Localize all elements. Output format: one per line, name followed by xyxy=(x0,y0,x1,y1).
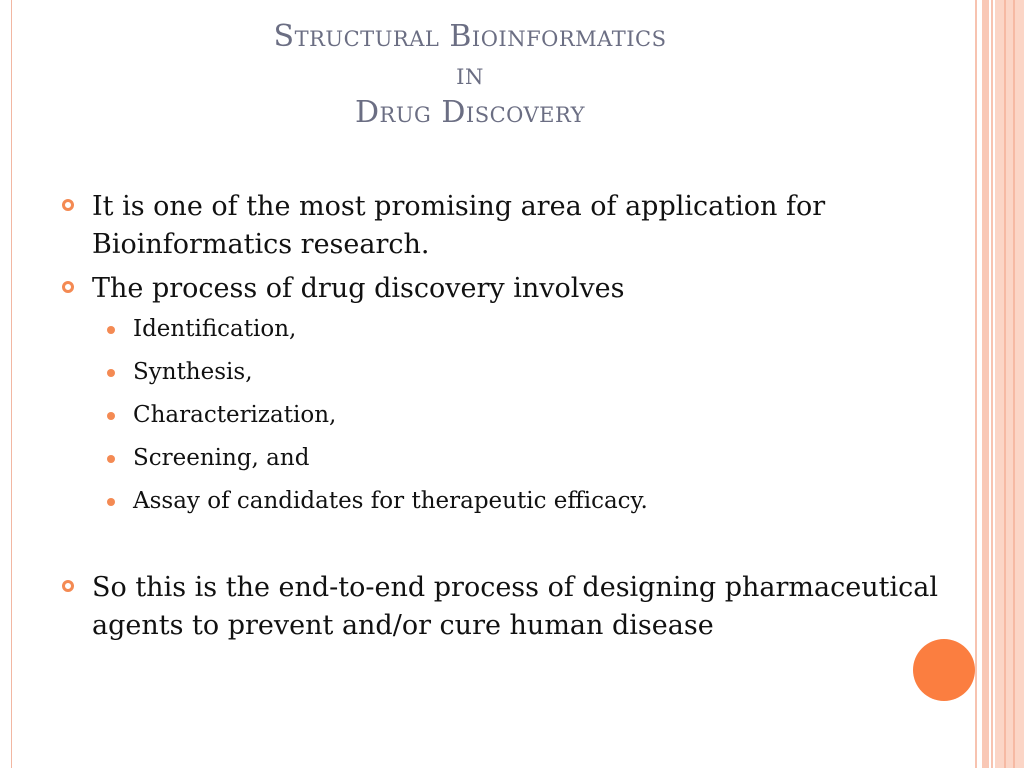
spacer xyxy=(62,529,942,569)
sub-bullet-text: Synthesis, xyxy=(133,359,253,385)
decor-stripe xyxy=(995,0,1024,768)
bullet-text: It is one of the most promising area of application for Bioinformatics research. xyxy=(92,191,826,260)
slide-title xyxy=(40,18,900,132)
left-border xyxy=(0,0,12,768)
ring-bullet-icon xyxy=(62,580,74,592)
bullet-text: The process of drug discovery involves xyxy=(92,273,625,304)
decor-circle xyxy=(913,639,975,701)
sub-bullet-text: Screening, and xyxy=(133,445,310,471)
sub-bullet-text: Assay of candidates for therapeutic efficacy. xyxy=(133,488,648,514)
sub-bullet-item xyxy=(62,443,942,473)
dot-bullet-icon xyxy=(107,412,115,420)
ring-bullet-icon xyxy=(62,281,74,293)
decor-stripe xyxy=(1013,0,1015,768)
decor-stripe xyxy=(991,0,993,768)
title-line: Drug Discovery xyxy=(354,95,586,130)
dot-bullet-icon xyxy=(107,455,115,463)
sub-bullet-item xyxy=(62,400,942,430)
dot-bullet-icon xyxy=(107,369,115,377)
ring-bullet-icon xyxy=(62,199,74,211)
bullet-item xyxy=(62,569,942,645)
dot-bullet-icon xyxy=(107,498,115,506)
slide-content xyxy=(62,188,942,651)
title-line: Structural Bioinformatics xyxy=(273,19,667,54)
sub-bullet-item xyxy=(62,486,942,516)
sub-bullet-item xyxy=(62,314,942,344)
sub-bullet-text: Characterization, xyxy=(133,402,337,428)
bullet-item xyxy=(62,188,942,264)
decor-stripe xyxy=(1004,0,1006,768)
bullet-item xyxy=(62,270,942,308)
bullet-text: So this is the end-to-end process of designing pharmaceutical agents to prevent and/or cure human disease xyxy=(92,572,938,641)
decor-stripe xyxy=(975,0,977,768)
title-line: in xyxy=(456,57,484,92)
sub-bullet-item xyxy=(62,357,942,387)
sub-bullet-text: Identification, xyxy=(133,316,297,342)
dot-bullet-icon xyxy=(107,326,115,334)
decor-stripe xyxy=(982,0,989,768)
